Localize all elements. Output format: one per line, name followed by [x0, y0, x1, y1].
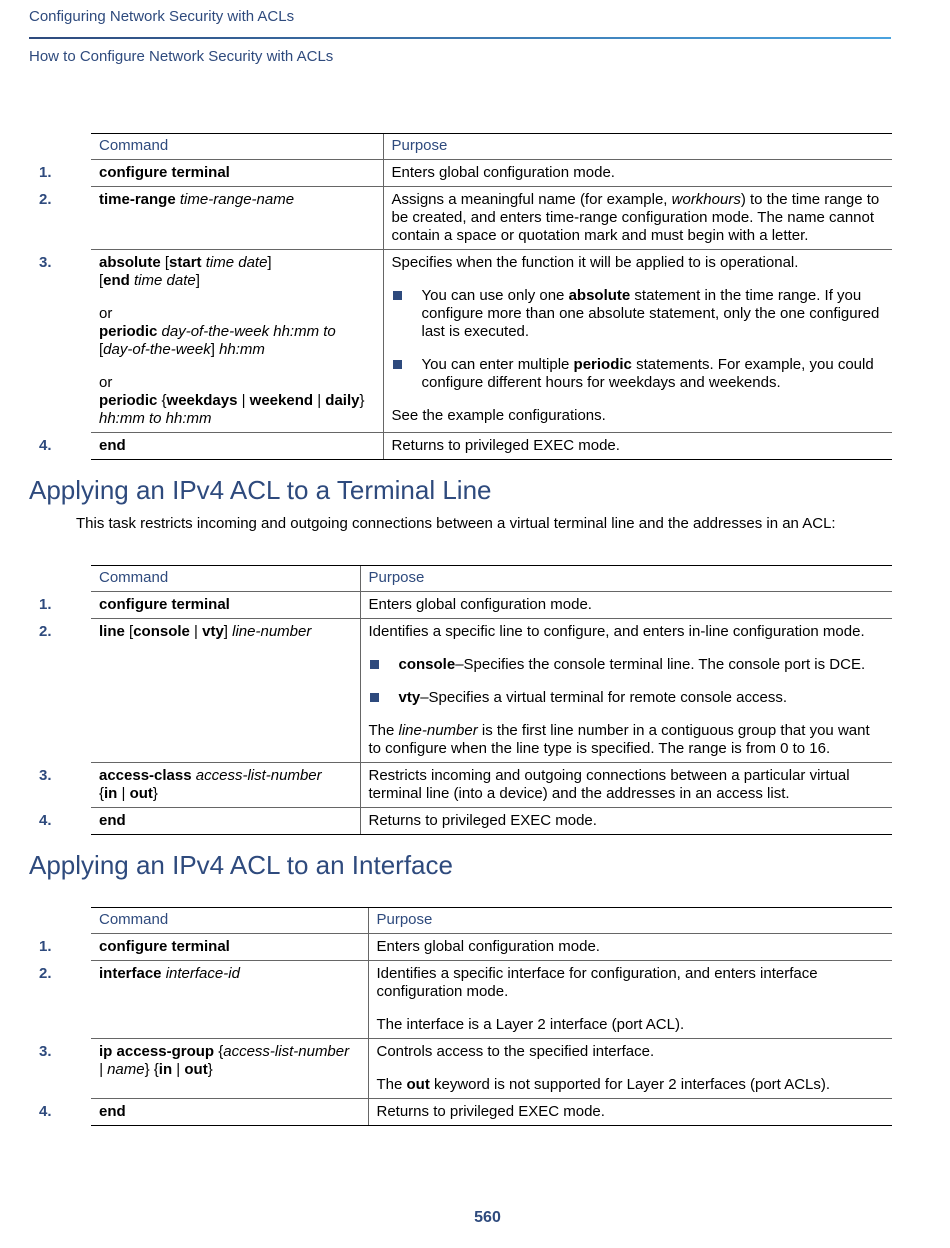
purpose: Returns to privileged EXEC mode.: [383, 433, 892, 460]
page-number: 560: [474, 1209, 501, 1226]
table-row: [91, 763, 892, 808]
step-number: 3.: [39, 767, 52, 784]
command: 3. absolute [start time date] [end time date] or periodic day-of-the-week hh:mm to [day-of-the-week] hh:mm or periodic {weekdays | weekend | daily} hh:mm to hh:mm: [91, 250, 383, 433]
bullet-icon: [370, 660, 379, 669]
table-row: [91, 433, 892, 460]
col-purpose: Purpose: [360, 566, 892, 592]
table-row: [91, 187, 892, 250]
purpose: Specifies when the function it will be applied to is operational. You can use only one absolute statement in the time range. If you configure more than one absolute statement, only the one configured last is executed. You can enter multiple periodic statements. For example, you could configure different hours for weekdays and weekends. See the example configurations.: [383, 250, 892, 433]
command: 3. ip access-group {access-list-number | name} {in | out}: [91, 1039, 368, 1099]
table-row: [91, 592, 892, 619]
table-row: [91, 934, 892, 961]
list-item: You can use only one absolute statement in the time range. If you configure more than one absolute statement, only the one configured last is executed.: [392, 287, 885, 341]
command: end: [99, 437, 126, 454]
bullet-icon: [370, 693, 379, 702]
section-title: Applying an IPv4 ACL to a Terminal Line: [29, 475, 492, 505]
command: end: [99, 1103, 126, 1120]
col-purpose: Purpose: [383, 134, 892, 160]
section-title: Applying an IPv4 ACL to an Interface: [29, 850, 453, 880]
table-row: [91, 250, 892, 433]
chapter-header: Configuring Network Security with ACLs: [29, 8, 295, 25]
terminal-line-table: [39, 565, 892, 835]
command: configure terminal: [99, 596, 230, 613]
header-rule: [29, 37, 891, 39]
purpose: Controls access to the specified interface. The out keyword is not supported for Layer 2 interfaces (port ACLs).: [368, 1039, 892, 1099]
step-number: 1.: [39, 596, 52, 613]
command: configure terminal: [99, 938, 230, 955]
bullet-icon: [393, 360, 402, 369]
command-keyword: time-range: [99, 191, 176, 208]
purpose: Enters global configuration mode.: [368, 934, 892, 961]
purpose: Returns to privileged EXEC mode.: [360, 808, 892, 835]
step-number: 2.: [39, 191, 52, 208]
table-row: [91, 961, 892, 1039]
table-row: [91, 1039, 892, 1099]
command: 3. access-class access-list-number {in | out}: [91, 763, 360, 808]
step-number: 4.: [39, 437, 52, 454]
step-number: 1.: [39, 938, 52, 955]
section-header: How to Configure Network Security with ACLs: [29, 48, 334, 65]
step-number: 1.: [39, 164, 52, 181]
table-row: [91, 1099, 892, 1126]
command: end: [99, 812, 126, 829]
section-intro: This task restricts incoming and outgoing connections between a virtual terminal line and the addresses in an ACL:: [76, 515, 836, 532]
list-item: You can enter multiple periodic statements. For example, you could configure different hours for weekdays and weekends.: [392, 356, 885, 392]
table-row: [91, 160, 892, 187]
purpose: Enters global configuration mode.: [383, 160, 892, 187]
command: 2. interface interface-id: [91, 961, 368, 1039]
purpose: Assigns a meaningful name (for example, workhours) to the time range to be created, and enters time-range configuration mode. The name cannot contain a space or quotation mark and must begin with a letter.: [383, 187, 892, 250]
step-number: 3.: [39, 1043, 52, 1060]
step-number: 2.: [39, 965, 52, 982]
purpose: Restricts incoming and outgoing connections between a particular virtual terminal line (into a device) and the addresses in an access list.: [360, 763, 892, 808]
col-command: Command: [91, 566, 360, 592]
table-row: [91, 808, 892, 835]
purpose: Returns to privileged EXEC mode.: [368, 1099, 892, 1126]
col-command: Command: [91, 134, 383, 160]
bullet-icon: [393, 291, 402, 300]
purpose: Identifies a specific interface for configuration, and enters interface configuration mode. The interface is a Layer 2 interface (port ACL).: [368, 961, 892, 1039]
time-range-table: [39, 133, 892, 460]
col-command: Command: [91, 908, 368, 934]
table-row: [91, 619, 892, 763]
step-number: 3.: [39, 254, 52, 271]
command: configure terminal: [99, 164, 230, 181]
step-number: 4.: [39, 812, 52, 829]
purpose: Enters global configuration mode.: [360, 592, 892, 619]
step-number: 2.: [39, 623, 52, 640]
step-number: 4.: [39, 1103, 52, 1120]
purpose: Identifies a specific line to configure, and enters in-line configuration mode. console–Specifies the console terminal line. The console port is DCE. vty–Specifies a virtual terminal for remote console access. The line-number is the first line number in a contiguous group that you want to configure when the line type is specified. The range is from 0 to 16.: [360, 619, 892, 763]
col-purpose: Purpose: [368, 908, 892, 934]
list-item: console–Specifies the console terminal line. The console port is DCE.: [369, 656, 885, 674]
command-arg: time-range-name: [179, 191, 295, 208]
command: 2. line [console | vty] line-number: [91, 619, 360, 763]
interface-table: [39, 907, 892, 1126]
list-item: vty–Specifies a virtual terminal for remote console access.: [369, 689, 885, 707]
